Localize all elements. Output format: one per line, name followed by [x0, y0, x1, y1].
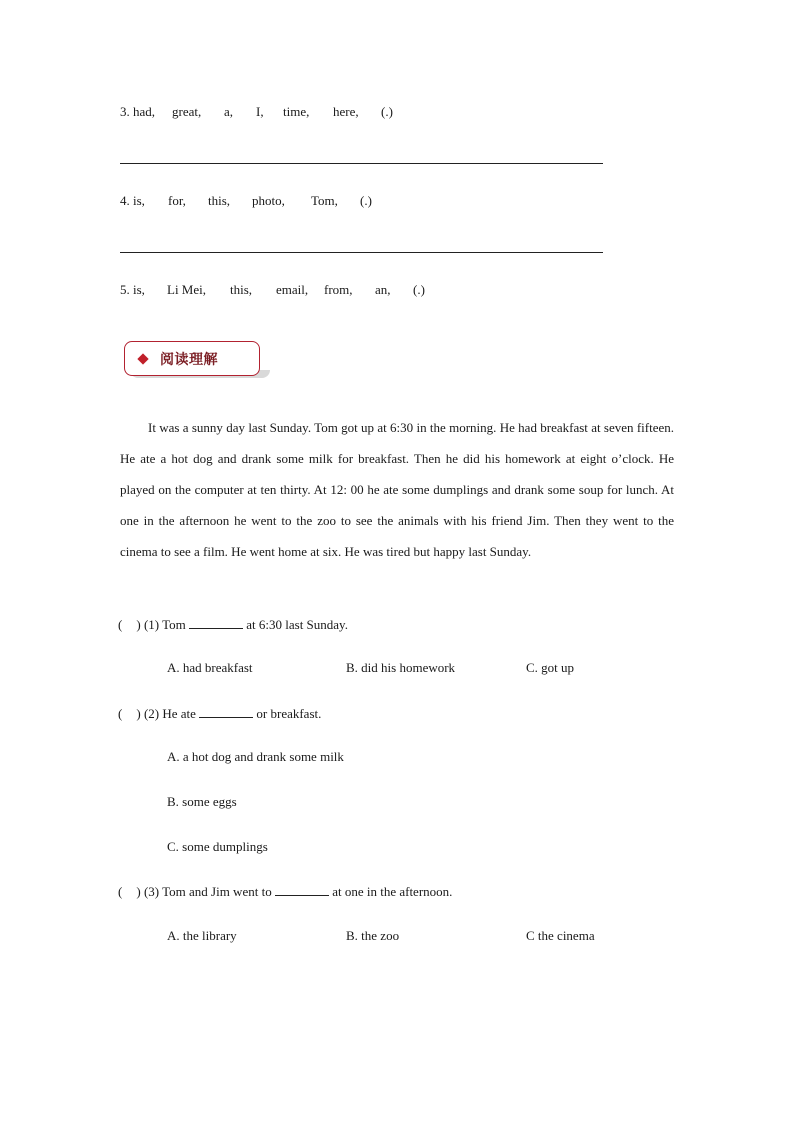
passage-text: It was a sunny day last Sunday. Tom got up at 6:30 in the morning. He had breakfast at seven fifteen. He ate a hot dog and drank some milk for breakfast. Then he did his homework at eight o’clock. He played on the computer at ten thirty. At 12: 00 he ate some dumplings and drank some soup for lunch. At one in the afternoon he went to the zoo to see the animals with his friend Jim. Then they went to the cinema to see a film. He went home at six. He was tired but happy last Sunday. [120, 420, 674, 559]
answer-line[interactable] [120, 252, 603, 253]
question-prefix: (3) Tom and Jim went to [143, 884, 272, 899]
fill-blank[interactable] [189, 616, 243, 629]
fill-blank[interactable] [275, 883, 329, 896]
question-3 [118, 883, 452, 900]
word: photo, [252, 193, 285, 208]
word: is, [133, 193, 145, 208]
word: (.) [360, 193, 372, 208]
option-b: B. the zoo [346, 928, 400, 943]
word: a, [224, 104, 234, 119]
word: time, [283, 104, 310, 119]
word: had, [133, 104, 156, 119]
reading-passage [120, 412, 674, 567]
item-number: 3. [120, 104, 130, 119]
fill-blank[interactable] [199, 705, 253, 718]
question-2 [118, 705, 321, 722]
question-suffix: at 6:30 last Sunday. [246, 617, 348, 632]
option-c: C. some dumplings [167, 839, 268, 854]
word: for, [168, 193, 186, 208]
word: an, [375, 282, 391, 297]
answer-line[interactable] [120, 163, 603, 164]
question-prefix: (1) Tom [143, 617, 186, 632]
diamond-icon [137, 353, 148, 364]
item-number: 4. [120, 193, 130, 208]
answer-paren-close: ) [136, 706, 141, 721]
word: this, [208, 193, 231, 208]
question-suffix: or breakfast. [256, 706, 322, 721]
word: is, [133, 282, 145, 297]
word: Li Mei, [167, 282, 206, 297]
word: I, [256, 104, 264, 119]
word: great, [172, 104, 202, 119]
word: from, [324, 282, 353, 297]
answer-paren-close: ) [136, 884, 141, 899]
word: (.) [381, 104, 393, 119]
word: (.) [413, 282, 425, 297]
answer-paren-close: ) [136, 617, 141, 632]
answer-paren-open: ( [118, 884, 123, 899]
option-a: A. a hot dog and drank some milk [167, 749, 344, 764]
answer-paren-open: ( [118, 706, 123, 721]
item-number: 5. [120, 282, 130, 297]
word: here, [333, 104, 359, 119]
option-c: C the cinema [526, 928, 595, 943]
section-header-badge [124, 341, 260, 376]
question-1 [118, 616, 348, 633]
option-a: A. the library [167, 928, 237, 943]
option-b: B. did his homework [346, 660, 456, 675]
answer-paren-open: ( [118, 617, 123, 632]
option-b: B. some eggs [167, 794, 237, 809]
question-suffix: at one in the afternoon. [332, 884, 453, 899]
option-a: A. had breakfast [167, 660, 253, 675]
word: email, [276, 282, 309, 297]
question-prefix: (2) He ate [143, 706, 196, 721]
option-c: C. got up [526, 660, 575, 675]
word: Tom, [311, 193, 338, 208]
word: this, [230, 282, 253, 297]
section-title: 阅读理解 [160, 352, 218, 368]
